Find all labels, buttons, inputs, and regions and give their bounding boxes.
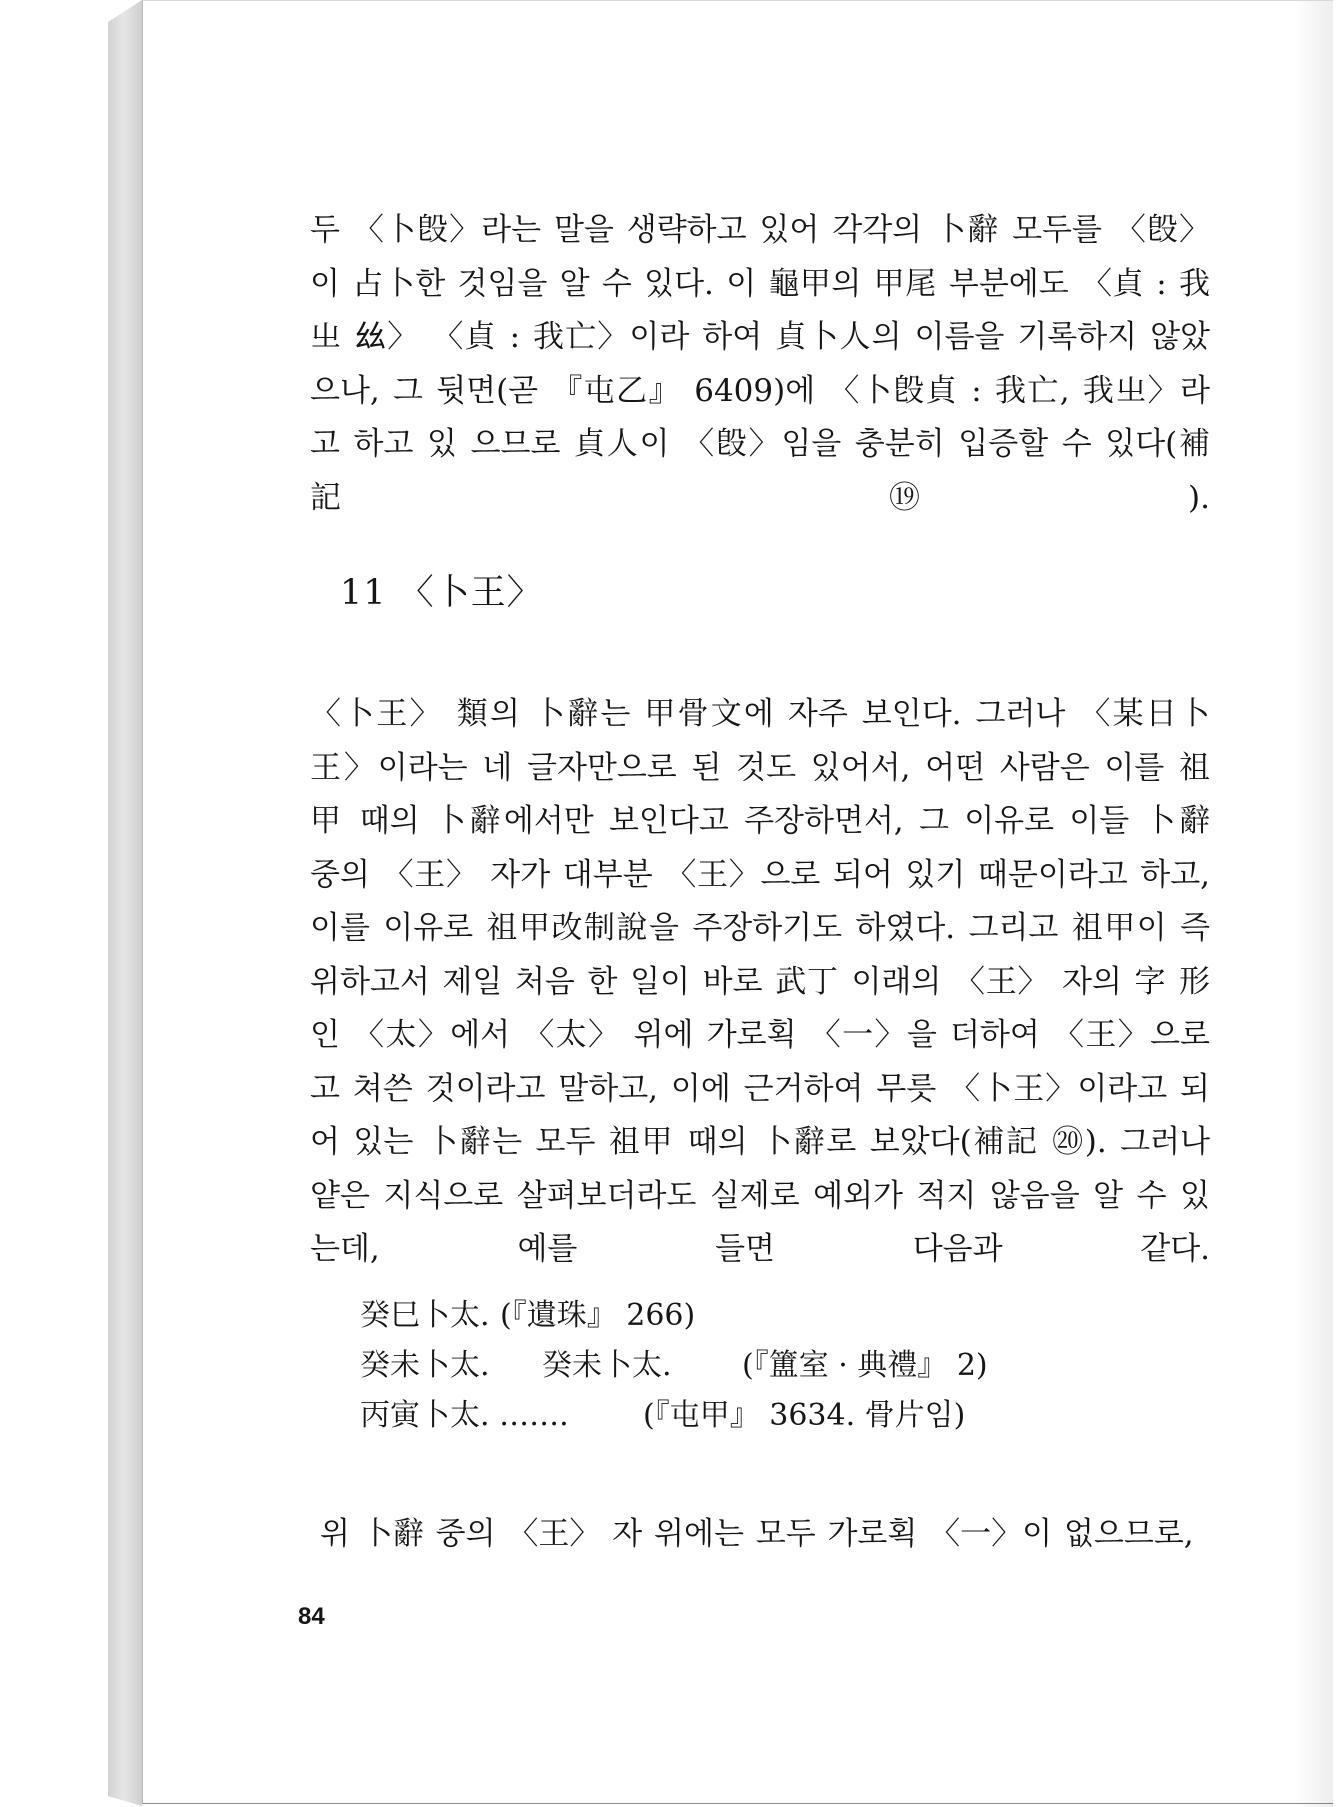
page-edge-shadow	[1293, 1, 1333, 1807]
example-row	[360, 1340, 1120, 1390]
example-row	[360, 1390, 1120, 1440]
section-heading: 11 〈卜王〉	[340, 573, 543, 613]
example-text: 丙寅卜太. …….	[360, 1398, 569, 1433]
example-text: 癸巳卜太.	[360, 1298, 490, 1333]
book-spine	[108, 0, 142, 1806]
example-source: (『簠室 · 典禮』 2)	[742, 1348, 988, 1383]
example-text: 癸未卜太.	[360, 1348, 490, 1383]
example-source: (『屯甲』 3634. 骨片임)	[643, 1398, 966, 1433]
example-text-2: 癸未卜太.	[542, 1348, 672, 1383]
example-list	[360, 1290, 1120, 1440]
paragraph-2: 〈卜王〉 類의 卜辭는 甲骨文에 자주 보인다. 그러나 〈某日卜 王〉이라는 네 글자만으로 된 것도 있어서, 어떤 사람은 이를 祖 甲 때의 卜辭에서만 보인다고 주장하면서, 그 이유로 이들 卜辭 중의 〈王〉 자가 대부분 〈王〉으로 되어 있기 때문이라고 하고, 이를 이유로 祖甲改制說을 주장하기도 하였다. 그리고 祖甲이 즉위하고서 제일 처음 한 일이 바로 武丁 이래의 〈王〉 자의 字 形인 〈太〉에서 〈太〉 위에 가로획 〈一〉을 더하여 〈王〉으로 고 쳐쓴 것이라고 말하고, 이에 근거하여 무릇 〈卜王〉이라고 되어 있는 卜辭는 모두 祖甲 때의 卜辭로 보았다(補記 ⑳). 그러나 얕은 지식으로 살펴보더라도 실제로 예외가 적지 않음을 알 수 있는데, 예를 들면 다음과 같다.	[310, 696, 1210, 1267]
example-source: (『遺珠』 266)	[500, 1298, 696, 1333]
paragraph-1: 두 〈卜𣪘〉라는 말을 생략하고 있어 각각의 卜辭 모두를 〈𣪘〉이 占卜한 것임을 알 수 있다. 이 龜甲의 甲尾 부분에도 〈貞 : 我㞢 𢆶〉 〈貞 : 我亡〉이라 하여 貞卜人의 이름을 기록하지 않았으나, 그 뒷면(곧 『屯乙』 6409)에 〈卜𣪘貞 : 我亡, 我㞢〉라고 하고 있 으므로 貞人이 〈𣪘〉임을 충분히 입증할 수 있다(補記 ⑲).	[310, 212, 1210, 516]
example-row	[360, 1290, 1120, 1340]
page-number: 84	[298, 1603, 325, 1630]
paragraph-3: 위 卜辭 중의 〈王〉 자 위에는 모두 가로획 〈一〉이 없으므로,	[320, 1516, 1194, 1552]
